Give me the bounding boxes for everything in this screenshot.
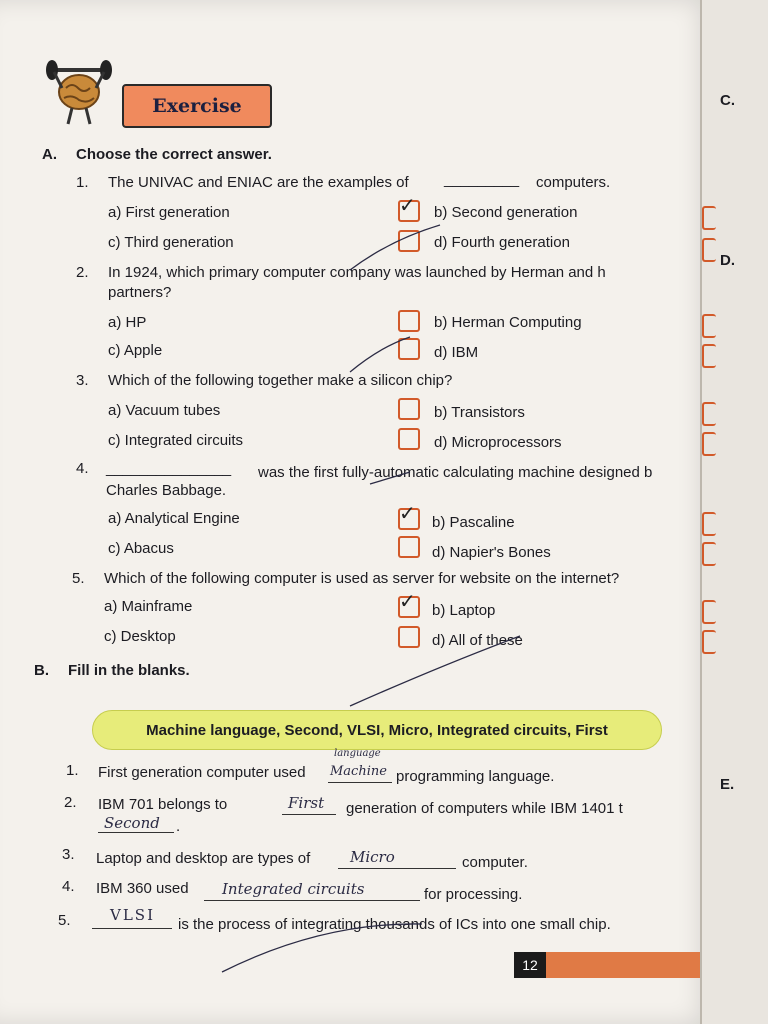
handwritten-answer-2: Second xyxy=(104,814,160,832)
side-checkbox xyxy=(702,630,716,654)
question-text-line2: Charles Babbage. xyxy=(106,482,227,499)
side-checkbox xyxy=(702,512,716,536)
answer-underline xyxy=(204,900,420,901)
question-text: Which of the following computer is used as server for website on the internet? xyxy=(104,570,620,587)
fill-number: 5. xyxy=(58,912,71,929)
handwritten-answer: Integrated circuits xyxy=(222,880,365,898)
option-d-checkbox[interactable] xyxy=(398,428,420,450)
option-b: b) Herman Computing xyxy=(434,314,582,331)
brain-mascot-icon xyxy=(44,58,114,128)
option-b-checkbox[interactable]: ✓ xyxy=(398,596,420,618)
fill-number: 1. xyxy=(66,762,79,779)
answer-underline xyxy=(98,832,174,833)
side-checkbox xyxy=(702,344,716,368)
section-b-heading: Fill in the blanks. xyxy=(68,662,190,679)
option-a: a) Mainframe xyxy=(104,598,193,615)
question-text-line2: partners? xyxy=(108,284,172,301)
page-number: 12 xyxy=(514,952,546,978)
option-b: b) Second generation xyxy=(434,204,578,221)
side-checkbox xyxy=(702,600,716,624)
side-checkbox xyxy=(702,206,716,230)
side-checkbox xyxy=(702,238,716,262)
option-b-checkbox[interactable] xyxy=(398,398,420,420)
question-blank: _________ xyxy=(444,171,520,188)
option-d-checkbox[interactable] xyxy=(398,230,420,252)
option-d: d) IBM xyxy=(434,344,479,361)
next-page-edge xyxy=(700,0,768,1024)
answer-underline xyxy=(282,814,336,815)
option-c: c) Desktop xyxy=(104,628,176,645)
handwritten-answer-note: language xyxy=(334,748,381,759)
fill-text-after: computer. xyxy=(462,854,528,871)
handwritten-answer: Machine xyxy=(330,764,387,779)
footer-strip xyxy=(546,952,718,978)
fill-text-after: is the process of integrating thousands of ICs into one small chip. xyxy=(178,916,611,933)
question-text: Which of the following together make a silicon chip? xyxy=(108,372,453,389)
option-b-checkbox[interactable]: ✓ xyxy=(398,508,420,530)
question-number: 4. xyxy=(76,460,89,477)
fill-text-before: IBM 360 used xyxy=(96,880,189,897)
question-blank: _______________ xyxy=(106,460,232,477)
side-label-e: E. xyxy=(720,776,735,793)
answer-underline xyxy=(92,928,172,929)
option-c: c) Integrated circuits xyxy=(108,432,244,449)
side-checkbox xyxy=(702,432,716,456)
option-d: d) Napier's Bones xyxy=(432,544,551,561)
option-c: c) Abacus xyxy=(108,540,174,557)
fill-text-before: First generation computer used xyxy=(98,764,306,781)
question-text: was the first fully-automatic calculating machine designed b xyxy=(258,464,653,481)
fill-text-before: Laptop and desktop are types of xyxy=(96,850,311,867)
option-b: b) Laptop xyxy=(432,602,496,619)
fill-text-after-2: . xyxy=(176,818,181,835)
option-a: a) First generation xyxy=(108,204,230,221)
answer-underline xyxy=(328,782,392,783)
answer-underline xyxy=(338,868,456,869)
fill-number: 2. xyxy=(64,794,77,811)
option-d: d) All of these xyxy=(432,632,523,649)
question-number: 2. xyxy=(76,264,89,281)
option-b: b) Transistors xyxy=(434,404,525,421)
option-d-checkbox[interactable] xyxy=(398,626,420,648)
option-c: c) Third generation xyxy=(108,234,234,251)
question-text-after: computers. xyxy=(536,174,611,191)
question-text: In 1924, which primary computer company was launched by Herman and h xyxy=(108,264,606,281)
question-number: 5. xyxy=(72,570,85,587)
option-d: d) Fourth generation xyxy=(434,234,570,251)
side-checkbox xyxy=(702,314,716,338)
fill-text-after: programming language. xyxy=(396,768,555,785)
fill-text-after: for processing. xyxy=(424,886,523,903)
side-checkbox xyxy=(702,542,716,566)
option-a: a) Vacuum tubes xyxy=(108,402,221,419)
fill-text-before: IBM 701 belongs to xyxy=(98,796,228,813)
option-a: a) Analytical Engine xyxy=(108,510,240,527)
exercise-title: Exercise xyxy=(122,84,272,128)
option-d: d) Microprocessors xyxy=(434,434,562,451)
handwritten-answer: Micro xyxy=(350,848,395,866)
question-number: 1. xyxy=(76,174,89,191)
question-text: The UNIVAC and ENIAC are the examples of xyxy=(108,174,409,191)
option-d-checkbox[interactable] xyxy=(398,536,420,558)
option-c: c) Apple xyxy=(108,342,163,359)
section-a-letter: A. xyxy=(42,146,57,163)
side-label-c: C. xyxy=(720,92,735,109)
side-label-d: D. xyxy=(720,252,735,269)
option-b: b) Pascaline xyxy=(432,514,515,531)
option-b-checkbox[interactable] xyxy=(398,310,420,332)
side-checkbox xyxy=(702,402,716,426)
section-b-letter: B. xyxy=(34,662,49,679)
word-bank: Machine language, Second, VLSI, Micro, Integrated circuits, First xyxy=(92,710,662,750)
handwritten-answer: VLSI xyxy=(110,906,155,924)
fill-number: 3. xyxy=(62,846,75,863)
question-number: 3. xyxy=(76,372,89,389)
fill-number: 4. xyxy=(62,878,75,895)
option-d-checkbox[interactable] xyxy=(398,338,420,360)
handwritten-answer: First xyxy=(288,794,325,812)
option-a: a) HP xyxy=(108,314,147,331)
fill-text-after: generation of computers while IBM 1401 t xyxy=(346,800,623,817)
section-a-heading: Choose the correct answer. xyxy=(76,146,272,163)
option-b-checkbox[interactable]: ✓ xyxy=(398,200,420,222)
